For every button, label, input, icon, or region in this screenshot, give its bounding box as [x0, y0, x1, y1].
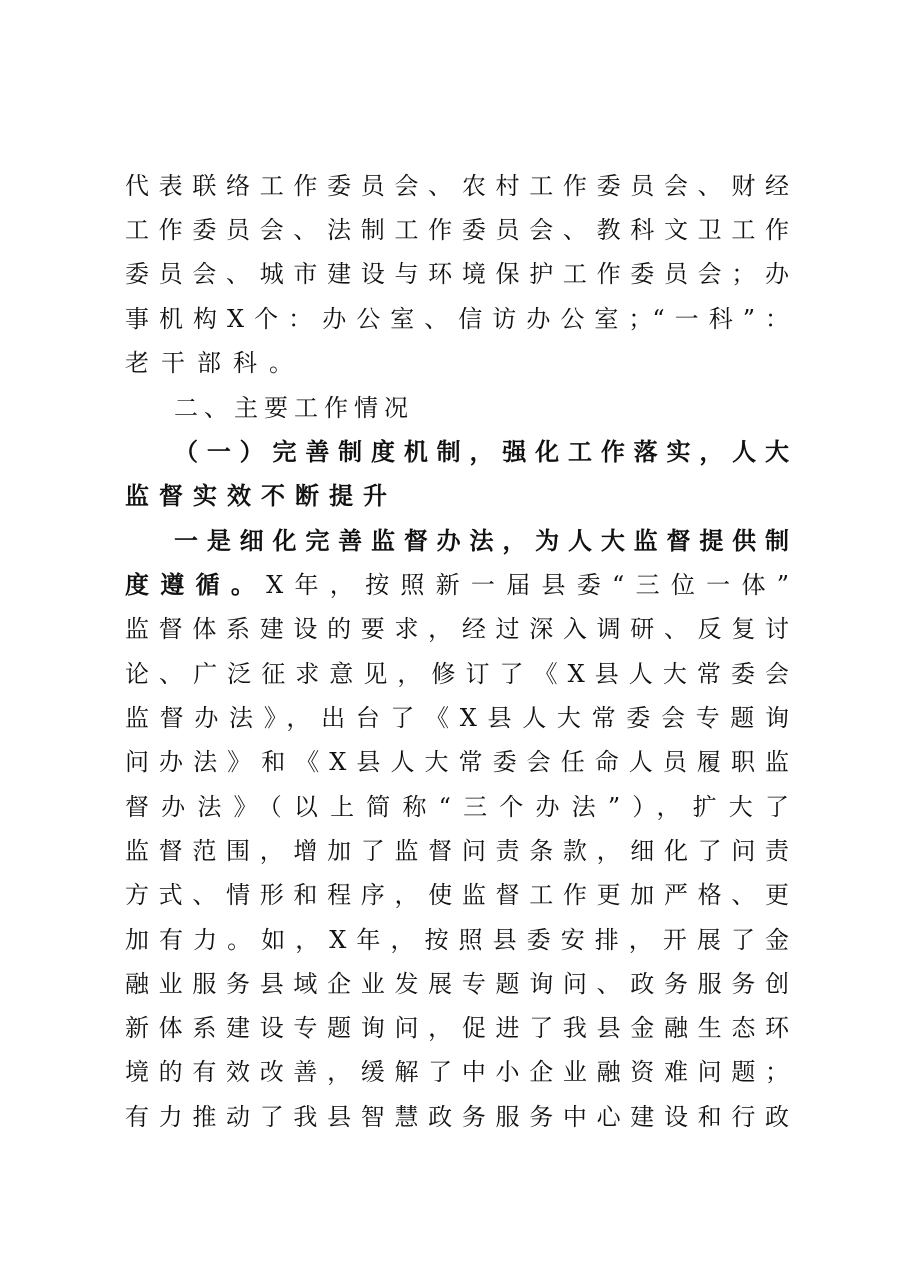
body-text-line: 督办法》（以上简称“三个办法”），扩大了 [125, 793, 789, 821]
body-text-line: 境的有效改善，缓解了中小企业融资难问题； [125, 1058, 789, 1086]
subsection-heading-line-1: （一）完善制度机制，强化工作落实，人大 [174, 437, 789, 466]
body-text-line: 新体系建设专题询问，促进了我县金融生态环 [125, 1014, 789, 1042]
body-text-line: 融业服务县域企业发展专题询问、政务服务创 [125, 970, 789, 998]
paragraph-lead-line-2 [125, 563, 789, 607]
subsection-heading-line-2: 监督实效不断提升 [125, 481, 397, 510]
lead-rest-text: X年，按照新一届县委“三位一体” [266, 571, 790, 599]
body-text-line: 问办法》和《X县人大常委会任命人员履职监 [125, 748, 789, 776]
body-text-line: 监督办法》，出台了《X县人大常委会专题询 [125, 704, 789, 732]
body-text-line: 老干部科。 [125, 349, 305, 377]
body-text-line: 监督范围，增加了监督问责条款，细化了问责 [125, 837, 789, 865]
paragraph-lead-line: 一是细化完善监督办法，为人大监督提供制 [174, 526, 789, 555]
body-text-line: 加有力。如，X年，按照县委安排，开展了金 [125, 926, 789, 954]
body-text-line: 论、广泛征求意见，修订了《X县人大常委会 [125, 660, 789, 688]
section-heading: 二、主要工作情况 [174, 394, 414, 422]
body-text-line: 代表联络工作委员会、农村工作委员会、财经 [125, 172, 789, 200]
body-text-line: 方式、情形和程序，使监督工作更加严格、更 [125, 881, 789, 909]
lead-bold-text: 度遵循。 [125, 570, 267, 599]
body-text-line: 工作委员会、法制工作委员会、教科文卫工作 [125, 216, 789, 244]
body-text-line: 委员会、城市建设与环境保护工作委员会；办 [125, 260, 789, 288]
body-text-line: 有力推动了我县智慧政务服务中心建设和行政 [125, 1103, 789, 1131]
body-text-line: 事机构X个：办公室、信访办公室；“一科”： [125, 305, 789, 333]
body-text-line: 监督体系建设的要求，经过深入调研、反复讨 [125, 615, 789, 643]
